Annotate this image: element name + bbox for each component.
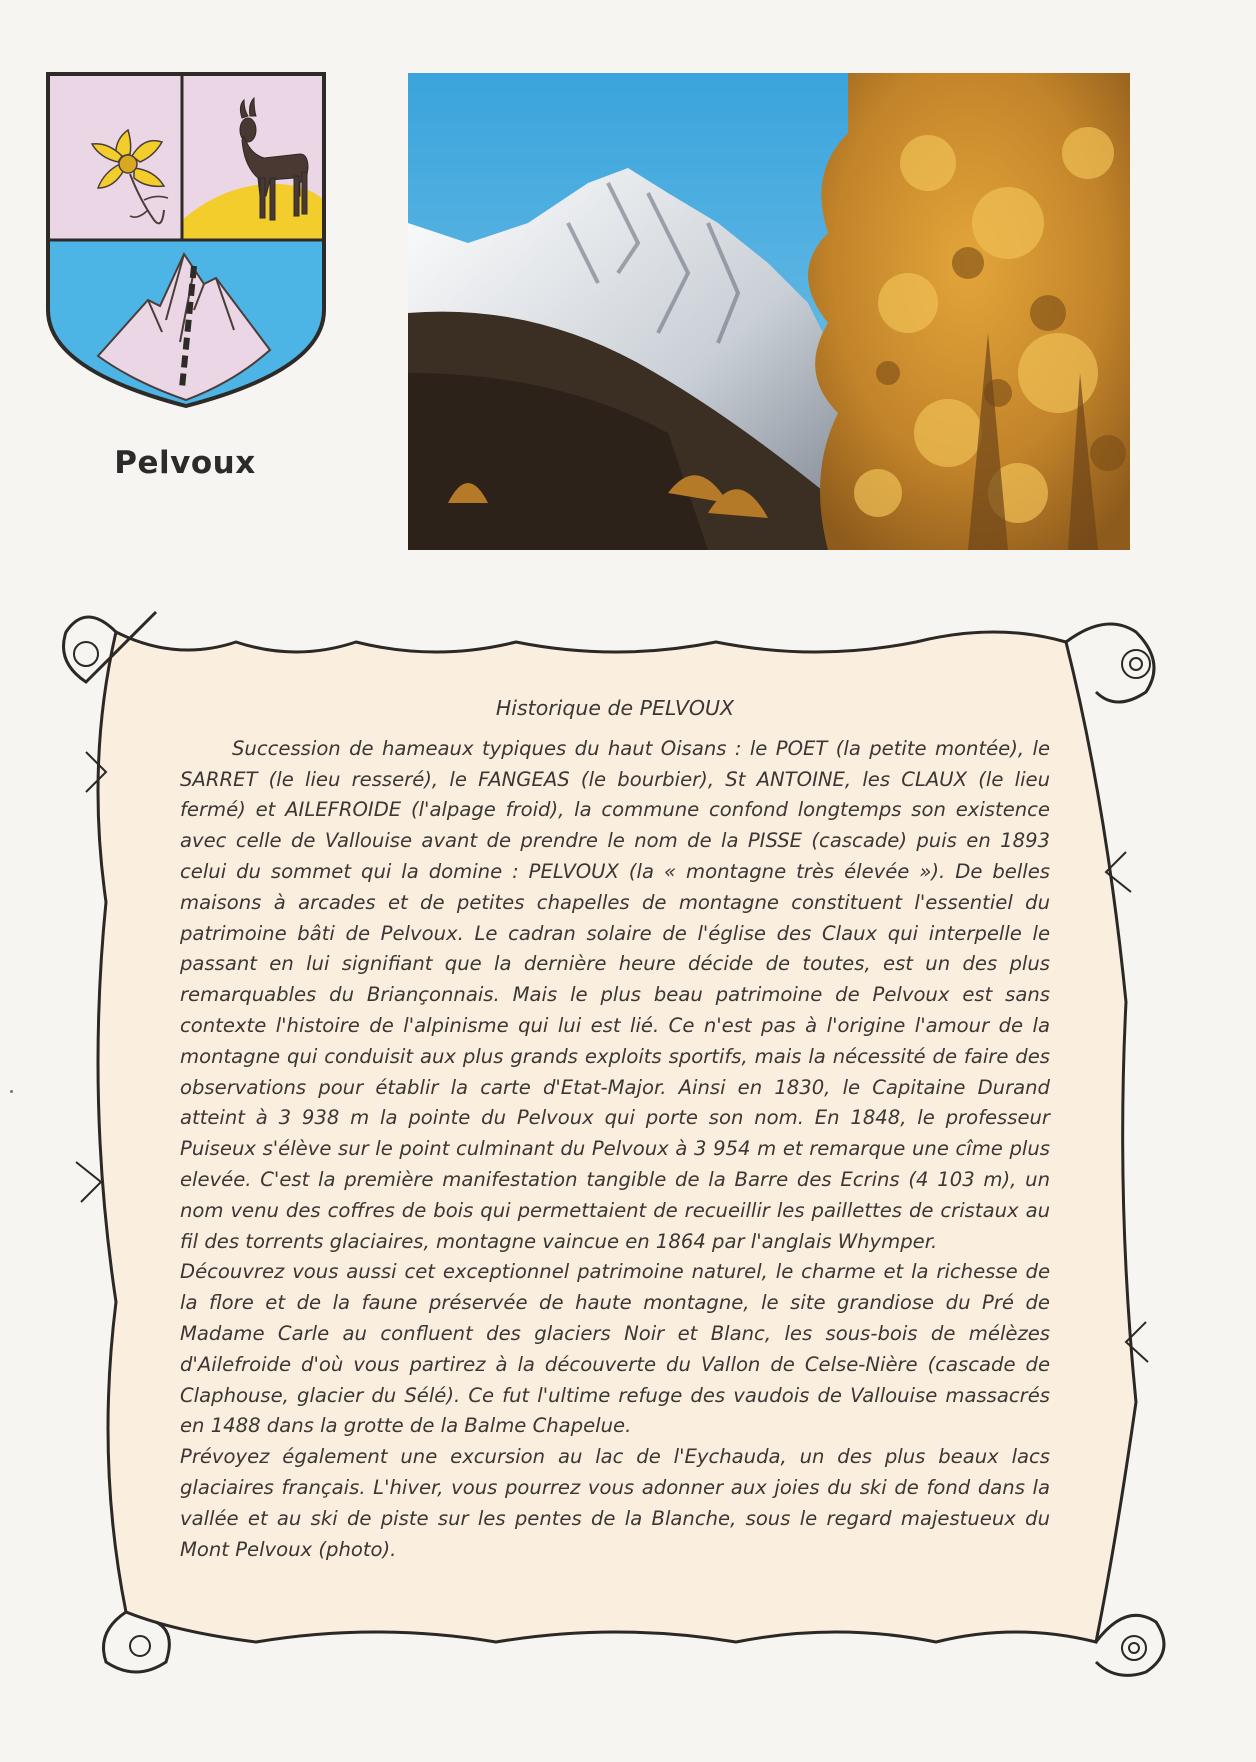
scroll-curl-top-right (1066, 624, 1154, 702)
coat-of-arms (44, 70, 328, 410)
historique-text (180, 693, 1050, 1565)
historique-paragraph-3: Prévoyez également une excursion au lac de l'Eychauda, un des plus beaux lacs glaciaires français. L'hiver, vous pourrez vous adonner aux joies du ski de fond dans la vallée et au ski de piste sur les pentes de la Blanche, sous le regard majestueux du Mont Pelvoux (photo). (180, 1445, 1050, 1561)
print-speck (10, 1090, 13, 1093)
town-name: Pelvoux (114, 445, 256, 481)
historique-paragraph-1: Succession de hameaux typiques du haut Oisans : le POET (la petite montée), le SARRET (le lieu resseré), le FANGEAS (le bourbier), St ANTOINE, les CLAUX (le lieu fermé) et AILEFROIDE (l'alpage froid), la commune confond longtemps son existence avec celle de Vallouise avant de prendre le nom de la PISSE (cascade) puis en 1893 celui du sommet qui la domine : PELVOUX (la « montagne très élevée »). De belles maisons à arcades et de petites chapelles de montagne constituent l'essentiel du patrimoine bâti de Pelvoux. Le cadran solaire de l'église des Claux qui interpelle le passant en lui signifiant que la dernière heure décide de toutes, est un des plus remarquables du Briançonnais. Mais le plus beau patrimoine de Pelvoux est sans contexte l'histoire de l'alpinisme qui lui est lié. Ce n'est pas à l'origine l'amour de la montagne qui conduisit aux plus grands exploits sportifs, mais la nécessité de faire des observations pour établir la carte d'Etat-Major. Ainsi en 1830, le Capitaine Durand atteint à 3 938 m la pointe du Pelvoux qui porte son nom. En 1848, le professeur Puiseux s'élève sur le point culminant du Pelvoux à 3 954 m et remarque une cîme plus elevée. C'est la première manifestation tangible de la Barre des Ecrins (4 103 m), un nom venu des coffres de bois qui permettaient de recueillir les paillettes de cristaux au fil des torrents glaciaires, montagne vaincue en 1864 par l'anglais Whymper. (180, 736, 1050, 1253)
historique-title: Historique de PELVOUX (495, 696, 735, 720)
historique-paragraph-2: Découvrez vous aussi cet exceptionnel patrimoine naturel, le charme et la richesse de la flore et de la faune préservée de haute montagne, le site grandiose du Pré de Madame Carle au confluent des glaciers Noir et Blanc, les sous-bois de mélèzes d'Ailefroide d'où vous partirez à la découverte du Vallon de Celse-Nière (cascade de Claphouse, glacier du Sélé). Ce fut l'ultime refuge des vaudois de Vallouise massacrés en 1488 dans la grotte de la Balme Chapelue. (180, 1260, 1050, 1438)
mountain-photo (408, 73, 1130, 550)
